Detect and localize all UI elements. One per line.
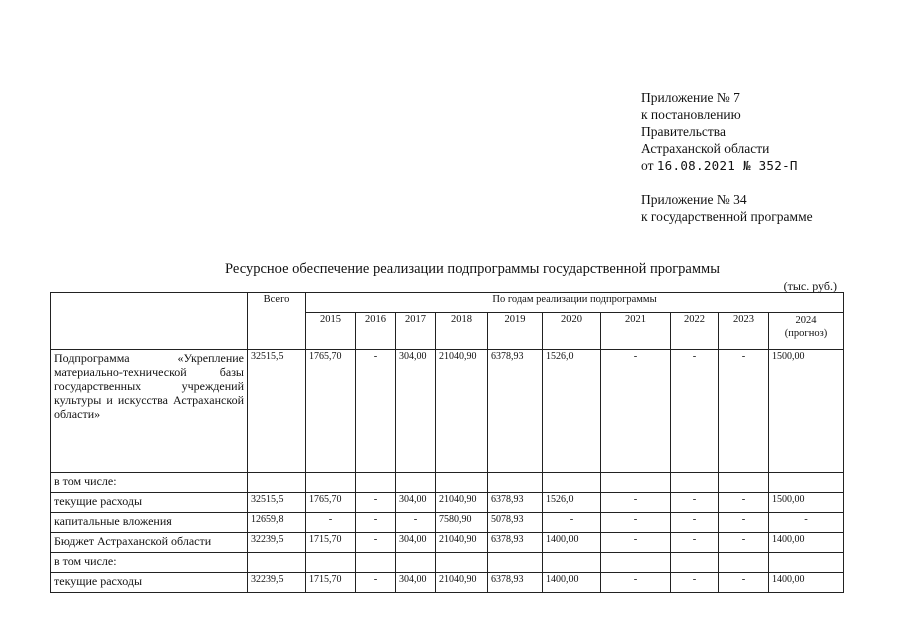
row-value-cell — [543, 473, 601, 493]
row-value-cell: - — [719, 573, 769, 593]
row-value-cell: - — [601, 533, 671, 553]
row-value-cell: 6378,93 — [488, 533, 543, 553]
row-value-cell: 1715,70 — [306, 573, 356, 593]
row-value-cell: - — [601, 493, 671, 513]
row-value-cell: - — [356, 533, 396, 553]
row-value-cell: 1765,70 — [306, 493, 356, 513]
row-value-cell: 6378,93 — [488, 493, 543, 513]
year-header: 2018 — [436, 313, 488, 350]
row-value-cell — [769, 473, 844, 493]
year-header: 2017 — [396, 313, 436, 350]
row-value-cell: 1400,00 — [769, 533, 844, 553]
row-value-cell: - — [356, 573, 396, 593]
year-header: 2021 — [601, 313, 671, 350]
row-value-cell: - — [396, 513, 436, 533]
row-value-cell: 6378,93 — [488, 573, 543, 593]
year-header: 2023 — [719, 313, 769, 350]
row-value-cell: 1400,00 — [543, 533, 601, 553]
row-value-cell: - — [671, 513, 719, 533]
row-value-cell — [356, 553, 396, 573]
row-value-cell — [671, 553, 719, 573]
row-name-cell: капитальные вложения — [51, 513, 248, 533]
date-prefix: от — [641, 158, 654, 173]
row-total-cell — [248, 553, 306, 573]
row-total-cell — [248, 473, 306, 493]
appendix-line: Приложение № 34 — [641, 192, 747, 207]
row-name-cell: текущие расходы — [51, 573, 248, 593]
row-value-cell — [396, 553, 436, 573]
row-value-cell: 1526,0 — [543, 493, 601, 513]
appendix-line: Приложение № 7 — [641, 90, 740, 105]
row-value-cell: - — [543, 513, 601, 533]
row-value-cell: - — [719, 513, 769, 533]
row-value-cell: 6378,93 — [488, 350, 543, 473]
row-value-cell: 304,00 — [396, 350, 436, 473]
row-value-cell: 1765,70 — [306, 350, 356, 473]
row-name-cell: в том числе: — [51, 473, 248, 493]
row-value-cell: - — [671, 350, 719, 473]
row-total-cell: 32239,5 — [248, 533, 306, 553]
row-value-cell: 21040,90 — [436, 573, 488, 593]
row-value-cell: - — [601, 350, 671, 473]
row-value-cell: - — [719, 493, 769, 513]
row-value-cell — [719, 473, 769, 493]
appendix-date-line — [641, 157, 813, 174]
row-value-cell: 1400,00 — [769, 573, 844, 593]
row-value-cell — [436, 553, 488, 573]
table-row — [51, 573, 844, 593]
row-name-cell: текущие расходы — [51, 493, 248, 513]
row-value-cell: 1400,00 — [543, 573, 601, 593]
row-value-cell: - — [719, 350, 769, 473]
row-value-cell: 304,00 — [396, 493, 436, 513]
row-value-cell — [488, 553, 543, 573]
row-total-cell: 32515,5 — [248, 493, 306, 513]
row-value-cell: - — [671, 533, 719, 553]
row-value-cell: - — [769, 513, 844, 533]
row-value-cell — [601, 473, 671, 493]
row-value-cell: - — [671, 493, 719, 513]
appendix-line: к постановлению — [641, 107, 741, 122]
row-value-cell — [306, 473, 356, 493]
row-value-cell: - — [601, 513, 671, 533]
row-value-cell: 304,00 — [396, 573, 436, 593]
year-header: 2020 — [543, 313, 601, 350]
row-value-cell: - — [601, 573, 671, 593]
row-total-cell: 12659,8 — [248, 513, 306, 533]
row-value-cell: 1526,0 — [543, 350, 601, 473]
year-header: 2022 — [671, 313, 719, 350]
table-row — [51, 350, 844, 473]
row-name-cell: Подпрограмма «Укрепление материально-технической базы государственных учреждений культуры и искусства Астраханской области» — [51, 350, 248, 473]
table-row — [51, 553, 844, 573]
row-value-cell: 304,00 — [396, 533, 436, 553]
row-name-cell: в том числе: — [51, 553, 248, 573]
row-value-cell: - — [306, 513, 356, 533]
header-name-cell — [51, 293, 248, 350]
row-total-cell: 32239,5 — [248, 573, 306, 593]
row-value-cell: 1500,00 — [769, 350, 844, 473]
year-last-note: (прогноз) — [784, 328, 828, 339]
header-total: Всего — [248, 293, 306, 350]
table-row — [51, 533, 844, 553]
row-value-cell: 21040,90 — [436, 533, 488, 553]
row-name-cell: Бюджет Астраханской области — [51, 533, 248, 553]
appendix-line: Астраханской области — [641, 141, 770, 156]
year-header-last — [769, 313, 844, 350]
row-value-cell: 21040,90 — [436, 350, 488, 473]
row-value-cell: - — [719, 533, 769, 553]
appendix-line: к государственной программе — [641, 209, 813, 224]
row-value-cell — [543, 553, 601, 573]
row-value-cell — [396, 473, 436, 493]
unit-label: (тыс. руб.) — [783, 279, 837, 293]
row-value-cell — [488, 473, 543, 493]
row-value-cell — [719, 553, 769, 573]
row-value-cell: 1715,70 — [306, 533, 356, 553]
header-years-group: По годам реализации подпрограммы — [306, 293, 844, 313]
row-value-cell — [671, 473, 719, 493]
row-total-cell: 32515,5 — [248, 350, 306, 473]
row-value-cell — [601, 553, 671, 573]
row-value-cell — [769, 553, 844, 573]
document-title: Ресурсное обеспечение реализации подпрограммы государственной программы — [225, 261, 720, 277]
row-value-cell: 21040,90 — [436, 493, 488, 513]
appendix-line: Правительства — [641, 124, 726, 139]
date-value: 16.08.2021 № 352-П — [656, 158, 798, 173]
row-value-cell: - — [671, 573, 719, 593]
table-row — [51, 493, 844, 513]
row-value-cell — [356, 473, 396, 493]
appendix-block — [641, 89, 813, 225]
row-value-cell — [436, 473, 488, 493]
row-value-cell: - — [356, 350, 396, 473]
row-value-cell — [306, 553, 356, 573]
table-row — [51, 513, 844, 533]
year-header: 2015 — [306, 313, 356, 350]
row-value-cell: 7580,90 — [436, 513, 488, 533]
table-row — [51, 473, 844, 493]
row-value-cell: - — [356, 513, 396, 533]
year-last-label: 2024 — [795, 315, 817, 326]
row-value-cell: 1500,00 — [769, 493, 844, 513]
year-header: 2019 — [488, 313, 543, 350]
row-value-cell: - — [356, 493, 396, 513]
year-header: 2016 — [356, 313, 396, 350]
row-value-cell: 5078,93 — [488, 513, 543, 533]
resource-table — [50, 292, 844, 593]
